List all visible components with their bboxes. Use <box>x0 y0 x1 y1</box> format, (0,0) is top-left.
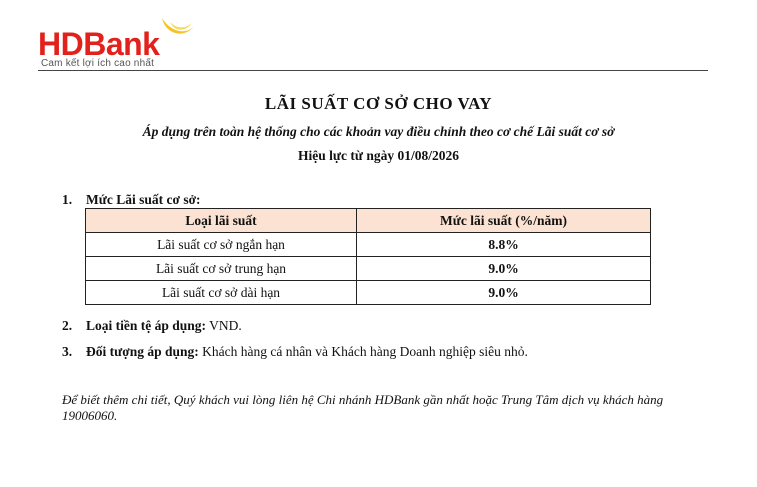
section-audience <box>62 344 528 360</box>
table-header-row <box>86 209 651 233</box>
section-rates <box>62 192 201 208</box>
rate-value-cell: 8.8% <box>357 233 651 257</box>
section-value: Khách hàng cá nhân và Khách hàng Doanh nghiệp siêu nhỏ. <box>198 344 528 359</box>
hdbank-logo <box>38 14 208 74</box>
effective-date: Hiệu lực từ ngày 01/08/2026 <box>298 148 459 163</box>
section-number: 2. <box>62 318 73 333</box>
section-number: 3. <box>62 344 73 359</box>
page-title: LÃI SUẤT CƠ SỞ CHO VAY <box>264 94 493 113</box>
column-header-type: Loại lãi suất <box>86 209 357 233</box>
section-currency <box>62 318 242 334</box>
column-header-rate: Mức lãi suất (%/năm) <box>357 209 651 233</box>
rate-type-cell: Lãi suất cơ sở dài hạn <box>86 281 357 305</box>
logo-bank: Bank <box>83 26 160 62</box>
table-row <box>86 281 651 305</box>
table-row <box>86 257 651 281</box>
logo-tagline: Cam kết lợi ích cao nhất <box>41 58 155 69</box>
header-divider <box>38 70 708 71</box>
rate-value-cell: 9.0% <box>357 257 651 281</box>
rates-table <box>85 208 651 305</box>
rate-type-cell: Lãi suất cơ sở trung hạn <box>86 257 357 281</box>
logo-sun-icon <box>156 14 196 46</box>
section-value: VND. <box>206 318 242 333</box>
section-label: Đối tượng áp dụng: <box>86 344 199 359</box>
section-label: Loại tiền tệ áp dụng: <box>86 318 207 333</box>
rate-value-cell: 9.0% <box>357 281 651 305</box>
page-subtitle: Áp dụng trên toàn hệ thống cho các khoản vay điều chỉnh theo cơ chế Lãi suất cơ sở <box>142 124 615 139</box>
section-number: 1. <box>62 192 73 207</box>
table-row <box>86 233 651 257</box>
logo-wordmark <box>38 28 159 60</box>
logo-hd: HD <box>38 26 84 62</box>
contact-note: Để biết thêm chi tiết, Quý khách vui lòng liên hệ Chi nhánh HDBank gần nhất hoặc Trung Tâm dịch vụ khách hàng 19006060. <box>62 392 664 423</box>
rate-type-cell: Lãi suất cơ sở ngắn hạn <box>86 233 357 257</box>
section-label: Mức Lãi suất cơ sở: <box>86 192 201 207</box>
